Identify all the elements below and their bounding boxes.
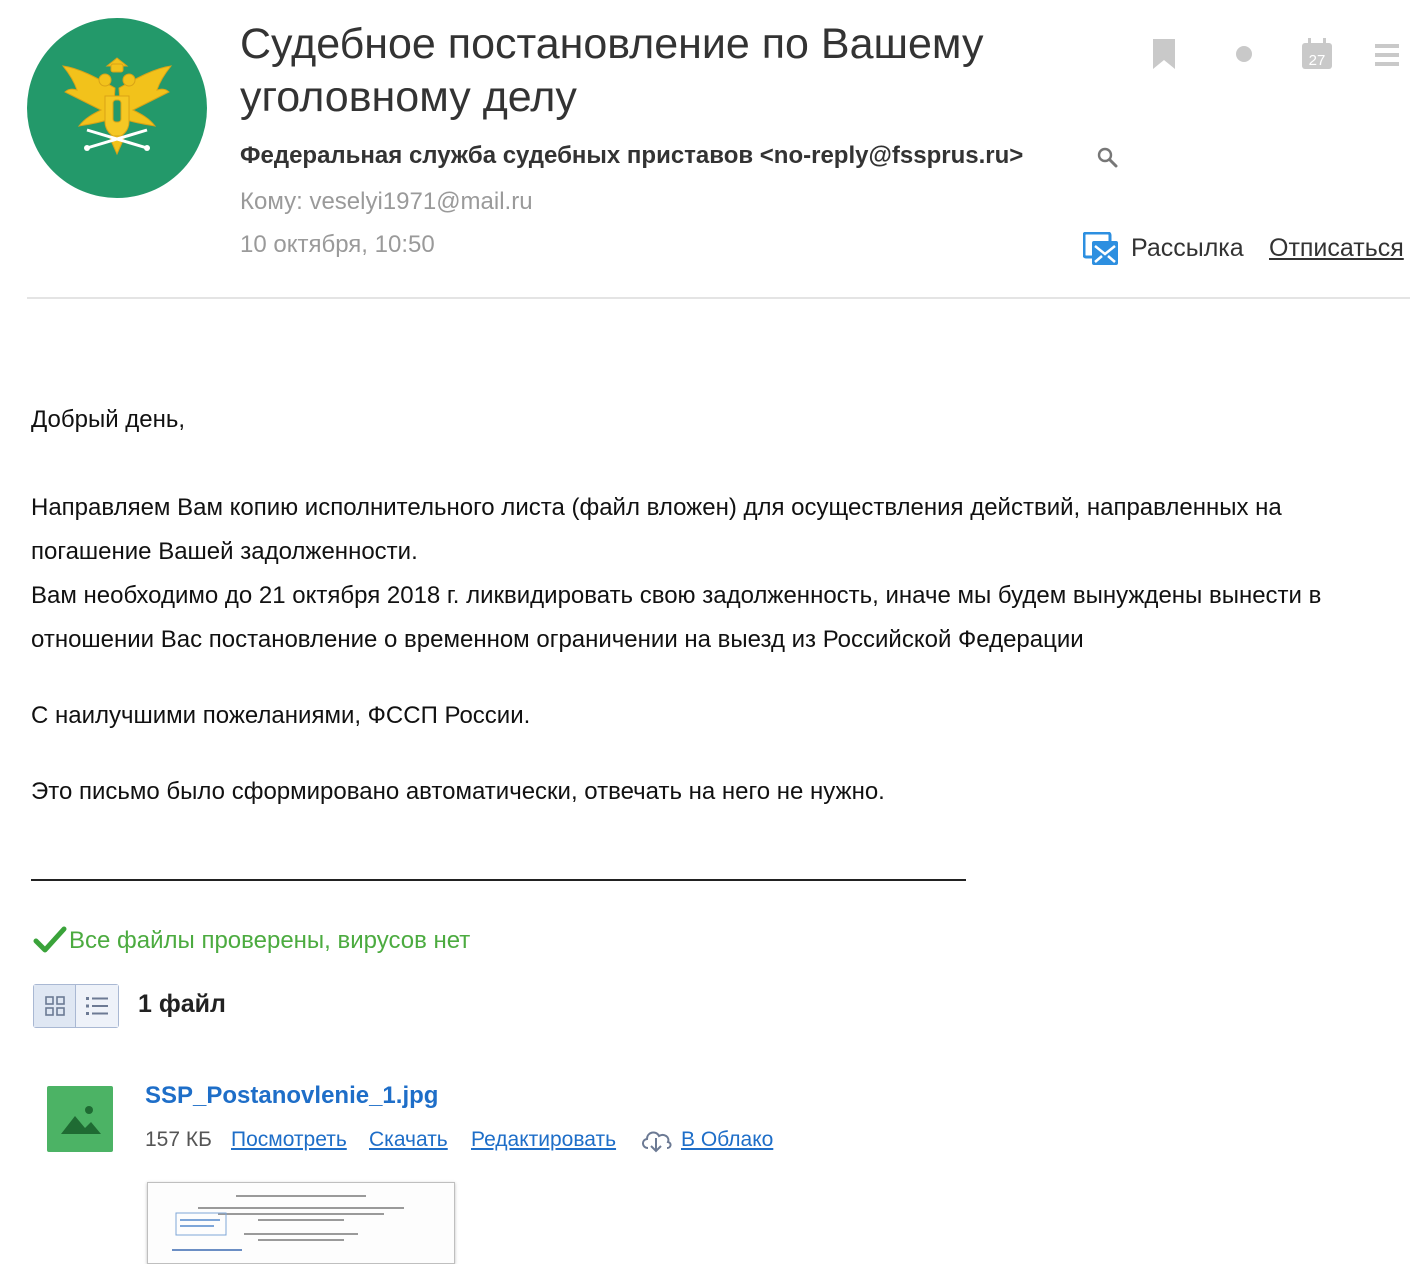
grid-view-icon[interactable] bbox=[34, 985, 76, 1027]
virus-check-status bbox=[33, 926, 470, 955]
image-file-icon[interactable] bbox=[47, 1086, 113, 1152]
recipient-line bbox=[240, 188, 533, 216]
checkmark-icon bbox=[33, 926, 67, 954]
closing: С наилучшими пожеланиями, ФССП России. bbox=[31, 702, 531, 729]
calendar-icon[interactable] bbox=[1300, 37, 1334, 71]
view-link[interactable]: Посмотреть bbox=[231, 1128, 347, 1151]
body-line: Вам необходимо до 21 октября 2018 г. ликвидировать свою задолженность, иначе мы будем вынуждены вынести в отношении Вас постановление о временном ограничении на выезд из Российской Федерации bbox=[31, 582, 1322, 653]
calendar-day: 27 bbox=[1308, 52, 1326, 69]
signature-divider bbox=[31, 879, 966, 881]
attachment-preview-thumbnail[interactable] bbox=[147, 1182, 455, 1264]
list-view-icon[interactable] bbox=[76, 985, 118, 1027]
fssp-emblem-icon bbox=[27, 18, 207, 198]
cloud-upload-icon[interactable] bbox=[639, 1126, 673, 1154]
attachment-count: 1 файл bbox=[138, 990, 226, 1018]
attachment-filename[interactable]: SSP_Postanovlenie_1.jpg bbox=[145, 1082, 439, 1109]
recipient-label: Кому: bbox=[240, 188, 310, 215]
recipient-address[interactable]: veselyi1971@mail.ru bbox=[309, 188, 533, 215]
sender-name[interactable]: Федеральная служба судебных приставов <no-reply@fssprus.ru> bbox=[240, 142, 1024, 169]
mark-unread-icon[interactable] bbox=[1234, 44, 1254, 64]
body-line: Направляем Вам копию исполнительного листа (файл вложен) для осуществления действий, направленных на погашение Вашей задолженности. bbox=[31, 494, 1282, 565]
auto-note: Это письмо было сформировано автоматически, отвечать на него не нужно. bbox=[31, 778, 885, 805]
virus-check-text: Все файлы проверены, вирусов нет bbox=[69, 927, 471, 954]
menu-icon[interactable] bbox=[1372, 42, 1402, 68]
header-divider bbox=[27, 297, 1410, 299]
search-icon[interactable] bbox=[1096, 146, 1118, 168]
attachment-view-toggle bbox=[33, 984, 119, 1028]
sender-avatar bbox=[27, 18, 207, 198]
email-subject: Судебное постановление по Вашему уголовному делу bbox=[240, 20, 984, 121]
edit-link[interactable]: Редактировать bbox=[471, 1128, 617, 1151]
download-link[interactable]: Скачать bbox=[369, 1128, 448, 1151]
mailing-list-icon bbox=[1083, 232, 1119, 266]
bookmark-icon[interactable] bbox=[1150, 37, 1178, 71]
greeting: Добрый день, bbox=[31, 406, 186, 433]
mailing-label: Рассылка bbox=[1131, 234, 1244, 262]
email-date: 10 октября, 10:50 bbox=[240, 231, 435, 258]
body-paragraph bbox=[31, 486, 1406, 662]
attachment-size: 157 КБ bbox=[145, 1128, 212, 1151]
save-to-cloud-link[interactable]: В Облако bbox=[681, 1128, 774, 1151]
unsubscribe-link[interactable]: Отписаться bbox=[1269, 234, 1404, 262]
